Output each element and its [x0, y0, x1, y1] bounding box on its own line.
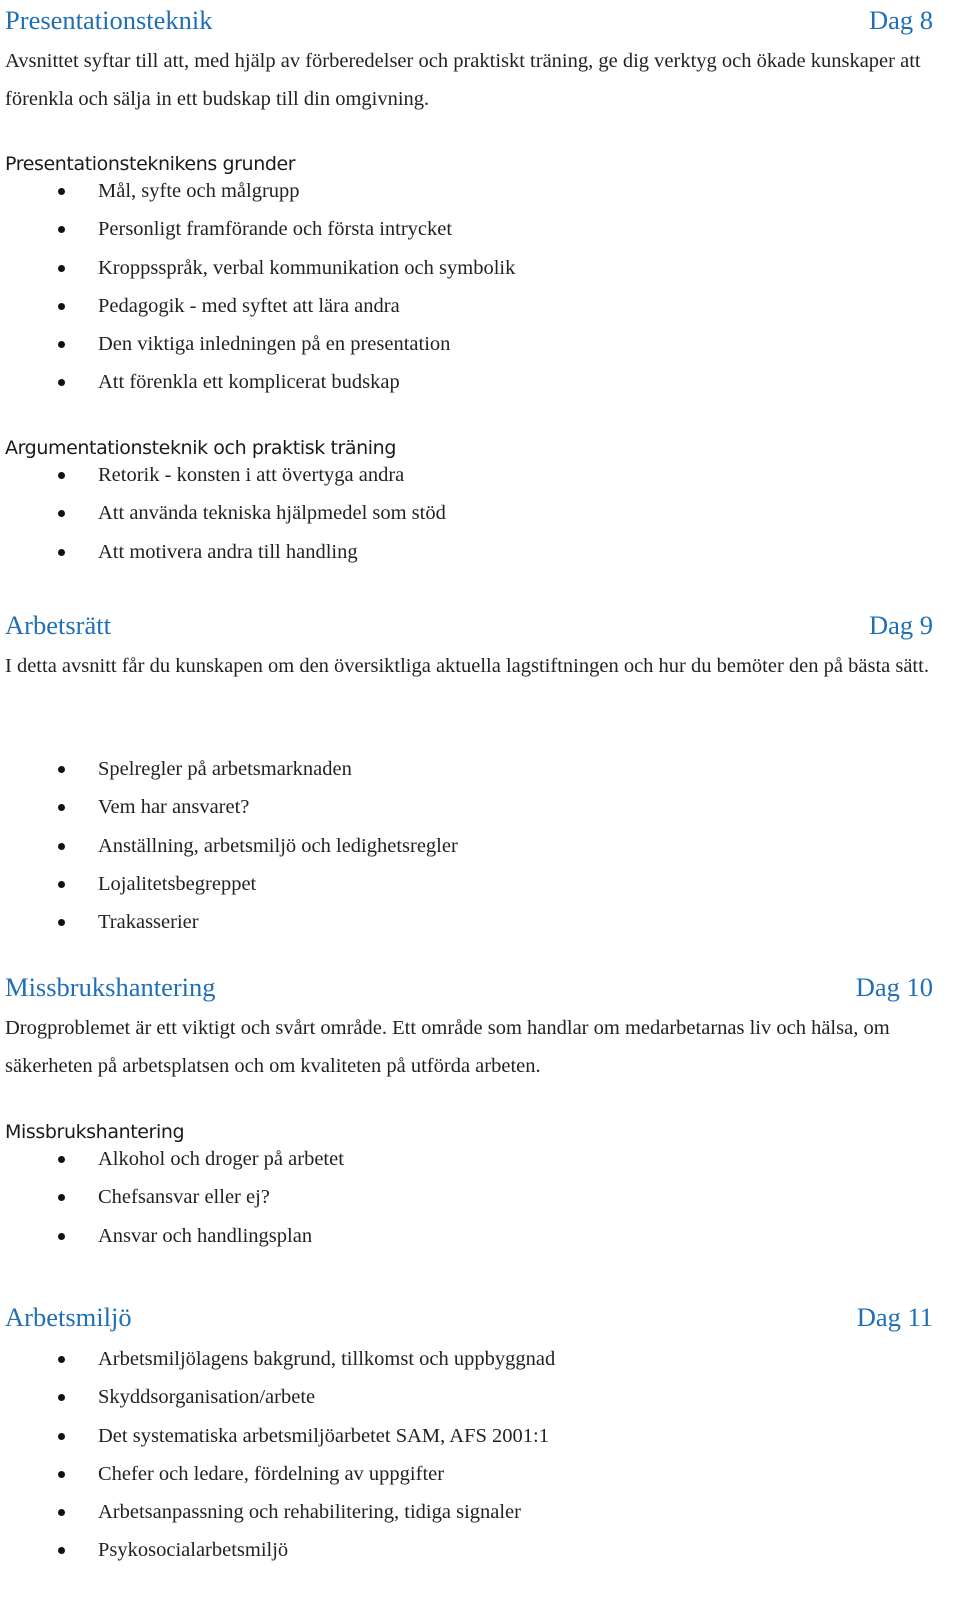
list-item-text: Retorik - konsten i att övertyga andra: [98, 464, 405, 486]
section-title: Arbetsrätt: [5, 610, 111, 640]
bullet-icon: [58, 881, 65, 888]
list-item-text: Att förenkla ett komplicerat budskap: [98, 371, 400, 394]
list-item-text: Arbetsmiljölagens bakgrund, tillkomst och uppbyggnad: [98, 1348, 556, 1370]
list-item-text: Att använda tekniska hjälpmedel som stöd: [98, 502, 446, 525]
list-item: [5, 865, 940, 903]
subheading: Presentationsteknikens grunder: [5, 153, 296, 175]
section-title: Presentationsteknik: [5, 5, 213, 35]
list-item: [5, 903, 940, 941]
section-intro: Drogproblemet är ett viktigt och svårt område. Ett område som handlar om medarbetarnas liv och hälsa, om säkerheten på arbetsplatsen och om kvaliteten på utförda arbeten.: [5, 1017, 890, 1077]
bullet-icon: [58, 303, 65, 310]
bullet-icon: [58, 379, 65, 386]
list-item-text: Anställning, arbetsmiljö och ledighetsregler: [98, 834, 458, 857]
list-item-text: Chefsansvar eller ej?: [98, 1186, 270, 1209]
section-title: Missbrukshantering: [5, 972, 216, 1002]
bullet-icon: [58, 472, 65, 479]
list-item: [5, 1378, 940, 1416]
list-item: [5, 750, 940, 788]
section-intro: I detta avsnitt får du kunskapen om den översiktliga aktuella lagstiftningen och hur du bemöter den på bästa sätt.: [5, 655, 929, 677]
bullet-icon: [58, 265, 65, 272]
section-day: Dag 11: [856, 1302, 933, 1332]
section-title: Arbetsmiljö: [5, 1302, 132, 1332]
subheading: Argumentationsteknik och praktisk träning: [5, 437, 396, 459]
bullet-icon: [58, 1394, 65, 1401]
list-item: [5, 325, 940, 363]
list-item-text: Kroppsspråk, verbal kommunikation och symbolik: [98, 256, 516, 279]
bullet-icon: [58, 843, 65, 850]
list-item: [5, 456, 940, 494]
list-item-text: Den viktiga inledningen på en presentation: [98, 333, 451, 356]
list-item: [5, 1417, 940, 1455]
list-item-text: Spelregler på arbetsmarknaden: [98, 758, 352, 780]
bullet-icon: [58, 510, 65, 517]
list-item: [5, 210, 940, 248]
bullet-icon: [58, 549, 65, 556]
list-item: [5, 1455, 940, 1493]
section-header-arbetsmiljo: [5, 1302, 940, 1332]
bullet-icon: [58, 804, 65, 811]
section-header-arbetsratt: [5, 610, 940, 640]
bullet-icon: [58, 1156, 65, 1163]
list-item: [5, 494, 940, 532]
bullet-icon: [58, 341, 65, 348]
list-item-text: Mål, syfte och målgrupp: [98, 180, 300, 202]
bullet-list: [5, 1140, 940, 1255]
bullet-icon: [58, 188, 65, 195]
bullet-icon: [58, 226, 65, 233]
list-item: [5, 1217, 940, 1255]
bullet-icon: [58, 766, 65, 773]
list-item: [5, 1178, 940, 1216]
list-item: [5, 249, 940, 287]
list-item: [5, 363, 940, 401]
list-item: [5, 827, 940, 865]
list-item: [5, 287, 940, 325]
list-item: [5, 1140, 940, 1178]
list-item-text: Ansvar och handlingsplan: [98, 1224, 313, 1247]
bullet-icon: [58, 919, 65, 926]
list-item-text: Pedagogik - med syftet att lära andra: [98, 294, 400, 317]
subheading: Missbrukshantering: [5, 1121, 185, 1143]
bullet-icon: [58, 1471, 65, 1478]
list-item-text: Psykosocialarbetsmiljö: [98, 1539, 289, 1562]
section-intro: Avsnittet syftar till att, med hjälp av förberedelser och praktiskt träning, ge dig verktyg och ökade kunskaper att förenkla och sälja in ett budskap till din omgivning.: [5, 50, 921, 110]
list-item: [5, 1340, 940, 1378]
list-item: [5, 788, 940, 826]
bullet-list: [5, 750, 940, 941]
bullet-icon: [58, 1194, 65, 1201]
bullet-icon: [58, 1547, 65, 1554]
bullet-icon: [58, 1509, 65, 1516]
list-item-text: Vem har ansvaret?: [98, 796, 250, 819]
bullet-icon: [58, 1356, 65, 1363]
bullet-icon: [58, 1433, 65, 1440]
section-header-missbruk: [5, 972, 940, 1002]
list-item: [5, 1531, 940, 1569]
list-item-text: Arbetsanpassning och rehabilitering, tidiga signaler: [98, 1501, 521, 1524]
list-item-text: Lojalitetsbegreppet: [98, 872, 257, 895]
section-day: Dag 8: [868, 5, 933, 35]
list-item: [5, 533, 940, 571]
list-item-text: Att motivera andra till handling: [98, 540, 358, 563]
section-header-presentation: [5, 5, 940, 35]
list-item-text: Chefer och ledare, fördelning av uppgifter: [98, 1462, 445, 1485]
list-item-text: Personligt framförande och första intrycket: [98, 218, 453, 241]
list-item-text: Det systematiska arbetsmiljöarbetet SAM, AFS 2001:1: [98, 1424, 549, 1447]
list-item: [5, 172, 940, 210]
bullet-list: [5, 172, 940, 402]
list-item-text: Skyddsorganisation/arbete: [98, 1386, 316, 1409]
section-day: Dag 9: [868, 610, 933, 640]
bullet-icon: [58, 1233, 65, 1240]
list-item-text: Trakasserier: [98, 911, 199, 934]
list-item: [5, 1493, 940, 1531]
bullet-list: [5, 1340, 940, 1570]
section-day: Dag 10: [855, 972, 933, 1002]
bullet-list: [5, 456, 940, 571]
list-item-text: Alkohol och droger på arbetet: [98, 1148, 344, 1170]
